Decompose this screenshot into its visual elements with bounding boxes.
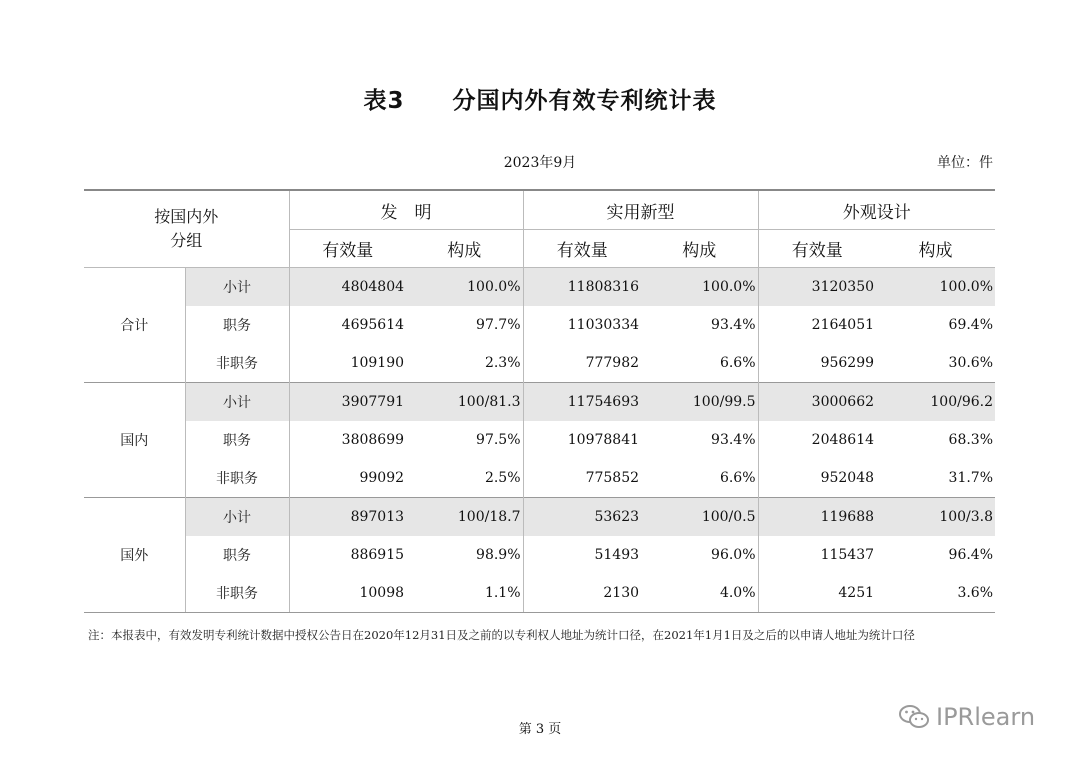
table-cell: 3907791 xyxy=(289,383,406,422)
table-cell: 93.4% xyxy=(711,317,756,333)
table-row xyxy=(84,536,995,574)
table-cell: 4.0% xyxy=(641,574,758,613)
table-cell: 3.6% xyxy=(876,574,995,613)
table-cell: 100.0% xyxy=(641,268,758,307)
table-cell: 886915 xyxy=(289,536,406,574)
design-count-header: 有效量 xyxy=(758,230,876,268)
table-cell: 99092 xyxy=(289,459,406,498)
table-cell: 98.9% xyxy=(476,547,521,563)
invention-count-header: 有效量 xyxy=(289,230,406,268)
table-cell: 4251 xyxy=(758,574,876,613)
invention-header: 发 明 xyxy=(289,190,523,230)
row-label: 非职务 xyxy=(185,344,289,383)
row-label: 非职务 xyxy=(185,459,289,498)
table-title: 表3 分国内外有效专利统计表 xyxy=(363,88,717,114)
table-cell: 53623 xyxy=(523,498,641,537)
table-cell: 100.0% xyxy=(406,268,523,307)
table-row xyxy=(84,383,995,422)
wechat-icon xyxy=(898,703,930,731)
table-cell: 775852 xyxy=(523,459,641,498)
row-label: 小计 xyxy=(185,498,289,537)
table-cell: 2.5% xyxy=(484,470,521,486)
row-label: 小计 xyxy=(185,268,289,307)
table-cell: 119688 xyxy=(758,498,876,537)
table-cell: 115437 xyxy=(758,536,876,574)
table-row xyxy=(84,459,995,498)
patent-stats-table xyxy=(84,189,995,613)
table-cell: 4804804 xyxy=(289,268,406,307)
table-cell: 3808699 xyxy=(289,421,406,459)
table-cell: 97.5% xyxy=(476,432,521,448)
table-cell: 2.3% xyxy=(484,355,521,371)
row-label: 职务 xyxy=(185,306,289,344)
table-cell: 956299 xyxy=(758,344,876,383)
group-by-header-line1: 按国内外 xyxy=(154,207,219,226)
table-cell: 100/18.7 xyxy=(406,498,523,537)
table-cell: 97.7% xyxy=(476,317,521,333)
table-row xyxy=(84,574,995,613)
unit-label: 单位：件 xyxy=(937,155,993,171)
table-cell: 6.6% xyxy=(719,355,756,371)
group-by-header-line2: 分组 xyxy=(170,231,203,250)
table-cell: 1.1% xyxy=(406,574,523,613)
table-cell: 69.4% xyxy=(948,317,994,333)
group-name: 国内 xyxy=(84,383,185,498)
table-row xyxy=(84,306,995,344)
table-cell: 100/96.2 xyxy=(876,383,995,422)
table-cell: 10098 xyxy=(289,574,406,613)
group-name: 国外 xyxy=(84,498,185,613)
table-row xyxy=(84,498,995,537)
table-row xyxy=(84,268,995,307)
table-cell: 2164051 xyxy=(758,306,876,344)
table-cell: 3000662 xyxy=(758,383,876,422)
table-cell: 96.0% xyxy=(711,547,756,563)
utility-composition-header: 构成 xyxy=(641,230,758,268)
table-cell: 897013 xyxy=(289,498,406,537)
utility-count-header: 有效量 xyxy=(523,230,641,268)
table-cell: 100/3.8 xyxy=(876,498,995,537)
table-cell: 51493 xyxy=(523,536,641,574)
page-number: 第 3 页 xyxy=(518,722,562,737)
invention-composition-header: 构成 xyxy=(406,230,523,268)
table-cell: 93.4% xyxy=(711,432,756,448)
row-label: 职务 xyxy=(185,536,289,574)
report-date: 2023年9月 xyxy=(503,155,577,171)
table-cell: 2048614 xyxy=(758,421,876,459)
table-cell: 11754693 xyxy=(523,383,641,422)
table-cell: 777982 xyxy=(523,344,641,383)
footnote: 注：本报表中，有效发明专利统计数据中授权公告日在2020年12月31日及之前的以专利权人地址为统计口径，在2021年1月1日及之后的以申请人地址为统计口径 xyxy=(88,628,915,642)
table-cell: 10978841 xyxy=(523,421,641,459)
table-cell: 100/81.3 xyxy=(406,383,523,422)
table-cell: 11030334 xyxy=(523,306,641,344)
table-cell: 2130 xyxy=(523,574,641,613)
table-cell: 68.3% xyxy=(948,432,994,448)
design-header: 外观设计 xyxy=(758,190,995,230)
table-cell: 952048 xyxy=(758,459,876,498)
table-row xyxy=(84,344,995,383)
group-by-header xyxy=(84,190,289,268)
table-cell: 109190 xyxy=(289,344,406,383)
table-cell: 3120350 xyxy=(758,268,876,307)
table-cell: 100/0.5 xyxy=(641,498,758,537)
watermark-text: IPRlearn xyxy=(936,703,1036,731)
table-cell: 6.6% xyxy=(719,470,756,486)
table-row xyxy=(84,421,995,459)
table-cell: 100.0% xyxy=(876,268,995,307)
watermark xyxy=(898,703,1035,731)
table-cell: 31.7% xyxy=(948,470,994,486)
table-cell: 30.6% xyxy=(948,355,994,371)
table-cell: 11808316 xyxy=(523,268,641,307)
table-cell: 4695614 xyxy=(289,306,406,344)
row-label: 非职务 xyxy=(185,574,289,613)
row-label: 小计 xyxy=(185,383,289,422)
utility-model-header: 实用新型 xyxy=(523,190,758,230)
row-label: 职务 xyxy=(185,421,289,459)
design-composition-header: 构成 xyxy=(876,230,995,268)
table-cell: 100/99.5 xyxy=(641,383,758,422)
group-name: 合计 xyxy=(84,268,185,383)
table-cell: 96.4% xyxy=(948,547,994,563)
